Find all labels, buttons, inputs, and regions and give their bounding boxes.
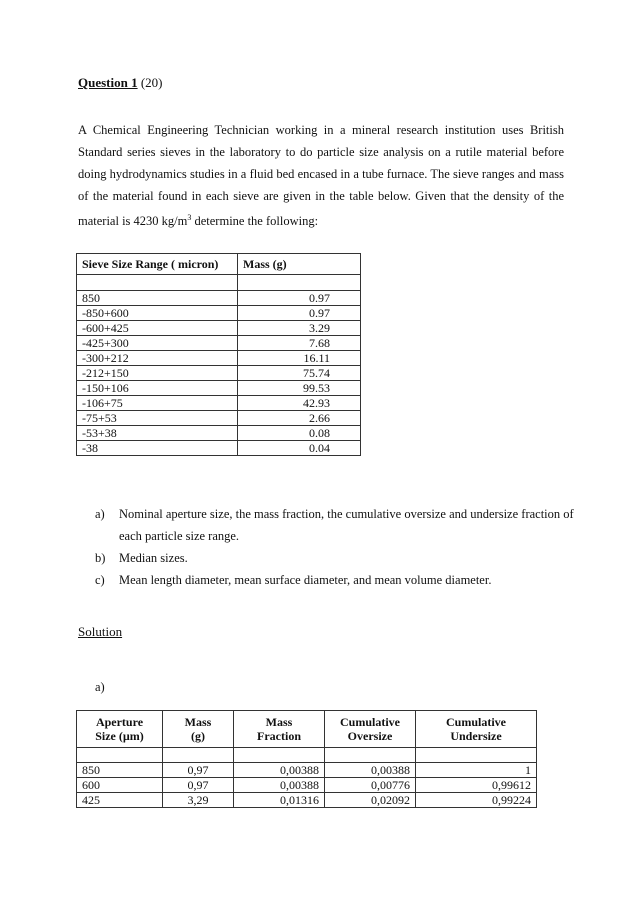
sieve-mass-cell: 42.93 <box>238 396 361 411</box>
table-row <box>77 291 361 306</box>
mass-cell: 0,97 <box>163 778 234 793</box>
task-label: a) <box>95 507 105 521</box>
intro-superscript: 3 <box>187 213 192 222</box>
table-row <box>77 275 361 291</box>
sieve-table-body <box>77 275 361 456</box>
cum-undersize-cell: 1 <box>416 763 537 778</box>
sieve-mass-cell: 0.04 <box>238 441 361 456</box>
table-row <box>77 351 361 366</box>
question-number: Question 1 <box>78 75 138 90</box>
sieve-mass-cell: 3.29 <box>238 321 361 336</box>
sieve-mass-cell: 0.97 <box>238 306 361 321</box>
table-row <box>77 306 361 321</box>
question-title <box>78 75 163 91</box>
sieve-range-cell: -600+425 <box>77 321 238 336</box>
sieve-range-cell: 850 <box>77 291 238 306</box>
table-row <box>77 366 361 381</box>
cum-oversize-cell: 0,00776 <box>325 778 416 793</box>
intro-text-end: determine the following: <box>191 214 319 229</box>
cum-oversize-cell: 0,00388 <box>325 763 416 778</box>
task-label: c) <box>95 573 105 587</box>
cum-oversize-cell: 0,02092 <box>325 793 416 808</box>
mass-fraction-cell: 0,00388 <box>234 778 325 793</box>
solution-part-label: a) <box>95 680 105 694</box>
task-item <box>95 569 575 591</box>
sieve-range-cell: -850+600 <box>77 306 238 321</box>
cum-undersize-cell: 0,99224 <box>416 793 537 808</box>
table-row <box>77 381 361 396</box>
cum-undersize-cell: 0,99612 <box>416 778 537 793</box>
mass-cell: 0,97 <box>163 763 234 778</box>
sieve-range-cell: -425+300 <box>77 336 238 351</box>
table-row <box>77 411 361 426</box>
task-list <box>95 503 575 591</box>
table-row <box>77 336 361 351</box>
table-row <box>77 793 537 808</box>
sieve-header-range: Sieve Size Range ( micron) <box>77 254 238 275</box>
mass-cell: 3,29 <box>163 793 234 808</box>
question-intro <box>78 119 564 232</box>
solution-header-cum-undersize: Cumulative Undersize <box>416 711 537 748</box>
task-item <box>95 503 575 547</box>
sieve-mass-cell: 0.97 <box>238 291 361 306</box>
table-row <box>77 763 537 778</box>
sieve-mass-cell: 99.53 <box>238 381 361 396</box>
task-text: Mean length diameter, mean surface diameter, and mean volume diameter. <box>119 573 492 587</box>
intro-text: A Chemical Engineering Technician working in a mineral research institution uses British Standard series sieves in the laboratory to do particle size analysis on a rutile material before doing hydrodynamics studies in a fluid bed encased in a tube furnace. The sieve ranges and mass of the material found in each sieve are given in the table below. Given that the density of the material is 4230 kg/m <box>78 123 564 229</box>
sieve-mass-cell: 75.74 <box>238 366 361 381</box>
task-item <box>95 547 575 569</box>
mass-fraction-cell: 0,00388 <box>234 763 325 778</box>
solution-header-mass: Mass (g) <box>163 711 234 748</box>
sieve-range-cell: -53+38 <box>77 426 238 441</box>
table-row <box>77 321 361 336</box>
solution-header-cum-oversize: Cumulative Oversize <box>325 711 416 748</box>
table-row <box>77 426 361 441</box>
mass-fraction-cell: 0,01316 <box>234 793 325 808</box>
aperture-cell: 600 <box>77 778 163 793</box>
table-row <box>77 748 537 763</box>
sieve-range-cell: -212+150 <box>77 366 238 381</box>
table-row <box>77 396 361 411</box>
task-text: Median sizes. <box>119 551 188 565</box>
sieve-range-cell: -300+212 <box>77 351 238 366</box>
sieve-mass-cell: 0.08 <box>238 426 361 441</box>
sieve-range-cell: -38 <box>77 441 238 456</box>
sieve-table <box>76 253 361 456</box>
sieve-range-cell: -106+75 <box>77 396 238 411</box>
sieve-mass-cell: 16.11 <box>238 351 361 366</box>
aperture-cell: 850 <box>77 763 163 778</box>
table-row <box>77 441 361 456</box>
sieve-mass-cell: 2.66 <box>238 411 361 426</box>
solution-heading: Solution <box>78 624 123 639</box>
task-label: b) <box>95 551 106 565</box>
sieve-range-cell: -150+106 <box>77 381 238 396</box>
aperture-cell: 425 <box>77 793 163 808</box>
sieve-header-mass: Mass (g) <box>238 254 361 275</box>
task-text: Nominal aperture size, the mass fraction, the cumulative oversize and undersize fraction of each particle size range. <box>119 507 574 543</box>
table-row <box>77 778 537 793</box>
solution-header-mass-fraction: Mass Fraction <box>234 711 325 748</box>
solution-table-body <box>77 748 537 808</box>
solution-header-aperture: Aperture Size (µm) <box>77 711 163 748</box>
sieve-mass-cell: 7.68 <box>238 336 361 351</box>
question-marks: (20) <box>137 75 163 90</box>
solution-table <box>76 710 537 808</box>
sieve-range-cell: -75+53 <box>77 411 238 426</box>
